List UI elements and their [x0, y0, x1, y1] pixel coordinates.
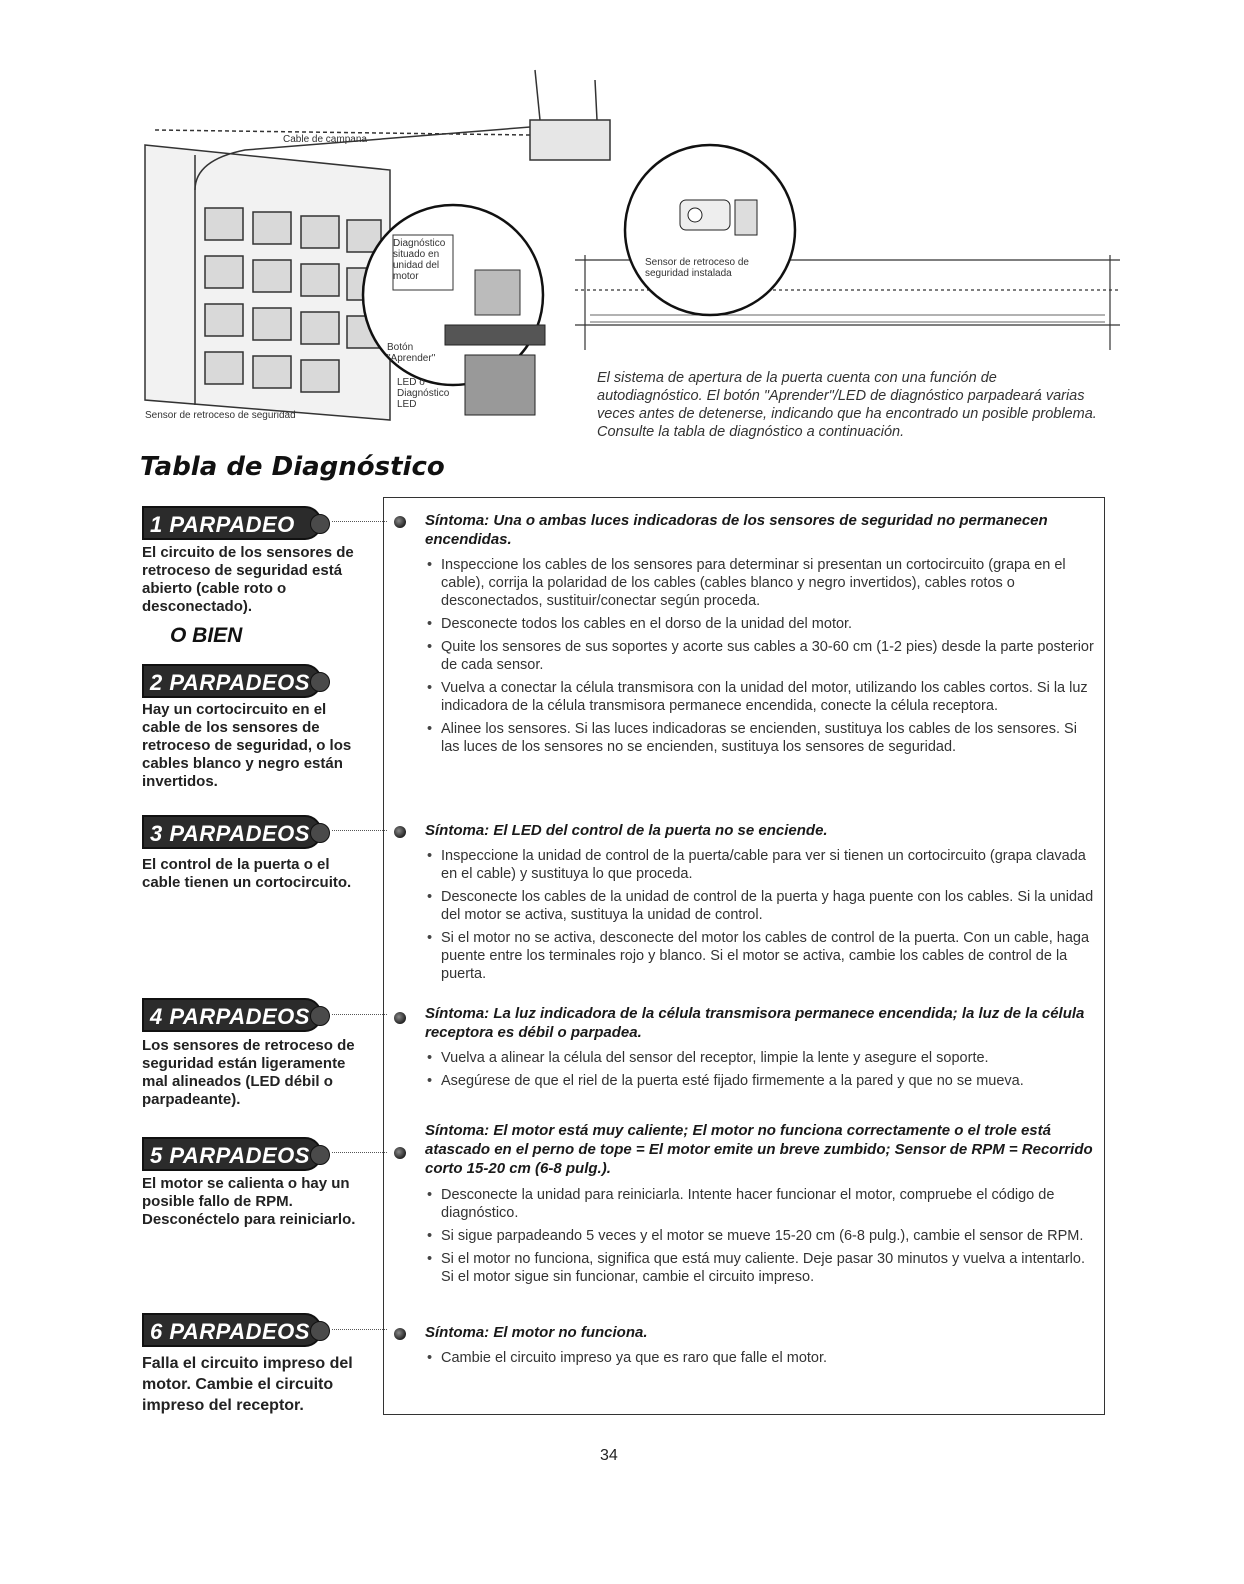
- list-item: • Cambie el circuito impreso ya que es raro que falle el motor.: [427, 1349, 1099, 1367]
- list-item: • Alinee los sensores. Si las luces indicadoras se encienden, sustituya los cables de los sensores. Si las luces de los sensores no se encienden, sustituya los sensores de seguridad.: [427, 720, 1099, 756]
- blink-6-description: Falla el circuito impreso del motor. Cambie el circuito impreso del receptor.: [142, 1355, 353, 1414]
- blink-2-description: Hay un cortocircuito en el cable de los sensores de retroceso de seguridad, o los cables blanco y negro están invertidos.: [142, 701, 352, 790]
- symptom-1-steps: [427, 556, 1099, 761]
- badge-4-blinks: 4 PARPADEOS: [142, 998, 322, 1032]
- list-item: • Inspeccione la unidad de control de la puerta/cable para ver si tienen un cortocircuito (grapa clavada en el cable) y sustituya lo que proceda.: [427, 847, 1099, 883]
- symptom-5-title: Síntoma: El motor no funciona.: [425, 1324, 648, 1341]
- symptom-3-title: Síntoma: La luz indicadora de la célula transmisora permanece encendida; la luz de la célula receptora es débil o parpadea.: [425, 1005, 1085, 1041]
- label-learn-button: Botón "Aprender": [387, 342, 436, 364]
- blink-5-description: El motor se calienta o hay un posible fallo de RPM. Desconéctelo para reiniciarlo.: [142, 1175, 356, 1228]
- symptom-bullet-icon: [394, 1147, 406, 1159]
- symptom-bullet-icon: [394, 516, 406, 528]
- leader-line: [332, 1329, 387, 1330]
- list-item: • Si sigue parpadeando 5 veces y el motor se mueve 15-20 cm (6-8 pulg.), cambie el sensor de RPM.: [427, 1227, 1099, 1245]
- symptom-1-title: Síntoma: Una o ambas luces indicadoras de los sensores de seguridad no permanecen encendidas.: [425, 512, 1048, 548]
- list-item: • Si el motor no funciona, significa que está muy caliente. Deje pasar 30 minutos y vuelva a intentarlo. Si el motor sigue sin funcionar, cambie el circuito impreso.: [427, 1250, 1099, 1286]
- symptom-4-title: Síntoma: El motor está muy caliente; El motor no funciona correctamente o el trole está atascado en el perno de tope = El motor emite un breve zumbido; Sensor de RPM = Recorrido corto 15-20 cm (6-8 pulg.).: [425, 1122, 1093, 1177]
- symptom-2-title: Síntoma: El LED del control de la puerta no se enciende.: [425, 822, 828, 839]
- symptom-4-steps: [427, 1186, 1099, 1291]
- list-item: • Desconecte los cables de la unidad de control de la puerta y haga puente con los cables. Si la unidad del motor se activa, sustituya la unidad de control.: [427, 888, 1099, 924]
- label-diagnostic: Diagnóstico situado en unidad del motor: [393, 238, 446, 282]
- label-safety-sensor: Sensor de retroceso de seguridad: [145, 410, 296, 421]
- badge-6-blinks: 6 PARPADEOS: [142, 1313, 322, 1347]
- list-item: • Vuelva a alinear la célula del sensor del receptor, limpie la lente y asegure el soporte.: [427, 1049, 1099, 1067]
- list-item: • Quite los sensores de sus soportes y acorte sus cables a 30-60 cm (1-2 pies) desde la parte posterior de cada sensor.: [427, 638, 1099, 674]
- list-item: • Vuelva a conectar la célula transmisora con la unidad del motor, utilizando los cables cortos. Si la luz indicadora de la célula transmisora permanece encendida, conecte la célula receptora.: [427, 679, 1099, 715]
- label-installed-sensor: Sensor de retroceso de seguridad instalada: [645, 257, 749, 279]
- or-label: O BIEN: [170, 624, 243, 647]
- symptom-5-steps: [427, 1349, 1099, 1372]
- leader-line: [332, 521, 387, 522]
- symptom-bullet-icon: [394, 826, 406, 838]
- list-item: • Asegúrese de que el riel de la puerta esté fijado firmemente a la pared y que no se mueva.: [427, 1072, 1099, 1090]
- symptom-3-steps: [427, 1049, 1099, 1095]
- badge-1-blink: 1 PARPADEO: [142, 506, 322, 540]
- page-number: 34: [600, 1447, 618, 1464]
- blink-3-description: El control de la puerta o el cable tienen un cortocircuito.: [142, 856, 352, 891]
- page-title: Tabla de Diagnóstico: [140, 452, 445, 482]
- label-bell-cable: Cable de campana: [283, 134, 367, 145]
- leader-line: [332, 830, 387, 831]
- leader-line: [332, 1014, 387, 1015]
- label-led: LED o Diagnóstico LED: [397, 377, 450, 410]
- list-item: • Si el motor no se activa, desconecte del motor los cables de control de la puerta. Con un cable, haga puente entre los terminales rojo y blanco. Si el motor se activa, cambie los cables de control de la puerta.: [427, 929, 1099, 983]
- badge-5-blinks: 5 PARPADEOS: [142, 1137, 322, 1171]
- figure-caption: El sistema de apertura de la puerta cuenta con una función de autodiagnóstico. El botón "Aprender"/LED de diagnóstico parpadeará varias veces antes de detenerse, indicando que ha encontrado un posible problema. Consulte la tabla de diagnóstico a continuación.: [597, 370, 1097, 440]
- leader-line: [332, 1152, 387, 1153]
- symptom-bullet-icon: [394, 1328, 406, 1340]
- list-item: • Inspeccione los cables de los sensores para determinar si presentan un cortocircuito (grapa en el cable), corrija la polaridad de los cables (cables blanco y negro invertidos), cables rotos o desconectados, sustituir/conectar según proceda.: [427, 556, 1099, 610]
- symptom-2-steps: [427, 847, 1099, 988]
- list-item: • Desconecte todos los cables en el dorso de la unidad del motor.: [427, 615, 1099, 633]
- list-item: • Desconecte la unidad para reiniciarla. Intente hacer funcionar el motor, compruebe el código de diagnóstico.: [427, 1186, 1099, 1222]
- badge-3-blinks: 3 PARPADEOS: [142, 815, 322, 849]
- symptom-bullet-icon: [394, 1012, 406, 1024]
- blink-1-description: El circuito de los sensores de retroceso de seguridad está abierto (cable roto o desconectado).: [142, 544, 354, 615]
- blink-4-description: Los sensores de retroceso de seguridad están ligeramente mal alineados (LED débil o parpadeante).: [142, 1037, 355, 1108]
- badge-2-blinks: 2 PARPADEOS: [142, 664, 322, 698]
